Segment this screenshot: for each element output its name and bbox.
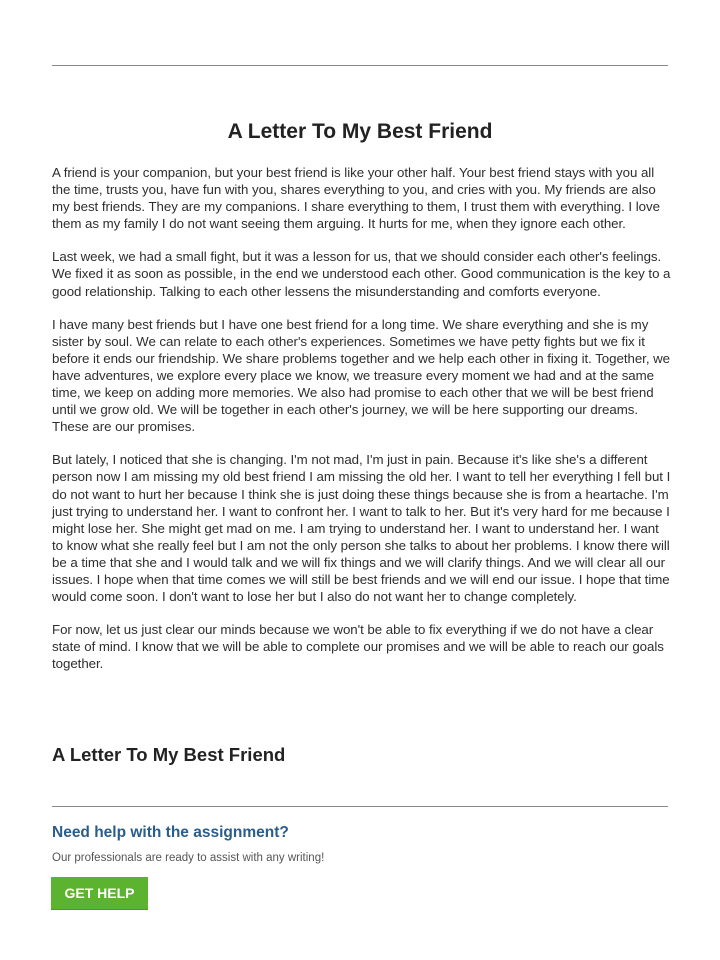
get-help-button[interactable]: GET HELP <box>51 877 148 909</box>
paragraph: For now, let us just clear our minds because we won't be able to fix everything if we do not have a clear state of mind. I know that we will be able to complete our promises and we will be able to reach our goals together. <box>52 622 664 672</box>
paragraph: I have many best friends but I have one best friend for a long time. We share everything and she is my sister by soul. We can relate to each other's experiences. Sometimes we have petty fights but we fix it before it ends our friendship. We share problems together and we help each other in fixing it. Together, we have adventures, we explore every place we know, we treasure every moment we had and at the same time, we keep on adding more memories. We also had promise to each other that we will be best friend until we grow old. We will be together in each other's journey, we will be here supporting our dreams. These are our promises. <box>52 316 671 435</box>
bottom-divider <box>52 806 668 807</box>
document-title: A Letter To My Best Friend <box>227 120 493 143</box>
top-divider <box>52 65 668 66</box>
paragraph: Last week, we had a small fight, but it was a lesson for us, that we should consider each other's feelings. We fixed it as soon as possible, in the end we understood each other. Good communication is the key to a good relationship. Talking to each other lessens the misunderstanding and comforts everyone. <box>52 249 671 299</box>
footer-title: A Letter To My Best Friend <box>52 744 286 765</box>
paragraph: But lately, I noticed that she is changing. I'm not mad, I'm just in pain. Because it's like she's a different person now I am missing my old best friend I am missing the old her. I want to tell her everything I fell but I do not want to hurt her because I think she is just doing these things because she is from a heartache. I'm just trying to understand her. I want to confront her. I want to talk to her. But it's very hard for me because I might lose her. She might get mad on me. I am trying to understand her. I want to understand her. I want to know what she really feel but I am not the only person she talks to about her problems. I know there will be a time that she and I would talk and we will fix things and we will clarify things. And we will clear all our issues. I hope when that time comes we will still be best friends and we will end our issue. I hope that time would come soon. I don't want to lose her but I also do not want her to change completely. <box>52 452 671 605</box>
help-title: Need help with the assignment? <box>52 824 289 841</box>
help-subtitle: Our professionals are ready to assist with any writing! <box>52 852 325 864</box>
document-body <box>52 164 672 688</box>
paragraph: A friend is your companion, but your best friend is like your other half. Your best friend stays with you all the time, trusts you, have fun with you, shares everything to you, and cries with you. My friends are also my best friends. They are my companions. I share everything to them, I trust them with everything. I love them as my family I do not want seeing them arguing. It hurts for me, when they ignore each other. <box>52 165 660 232</box>
